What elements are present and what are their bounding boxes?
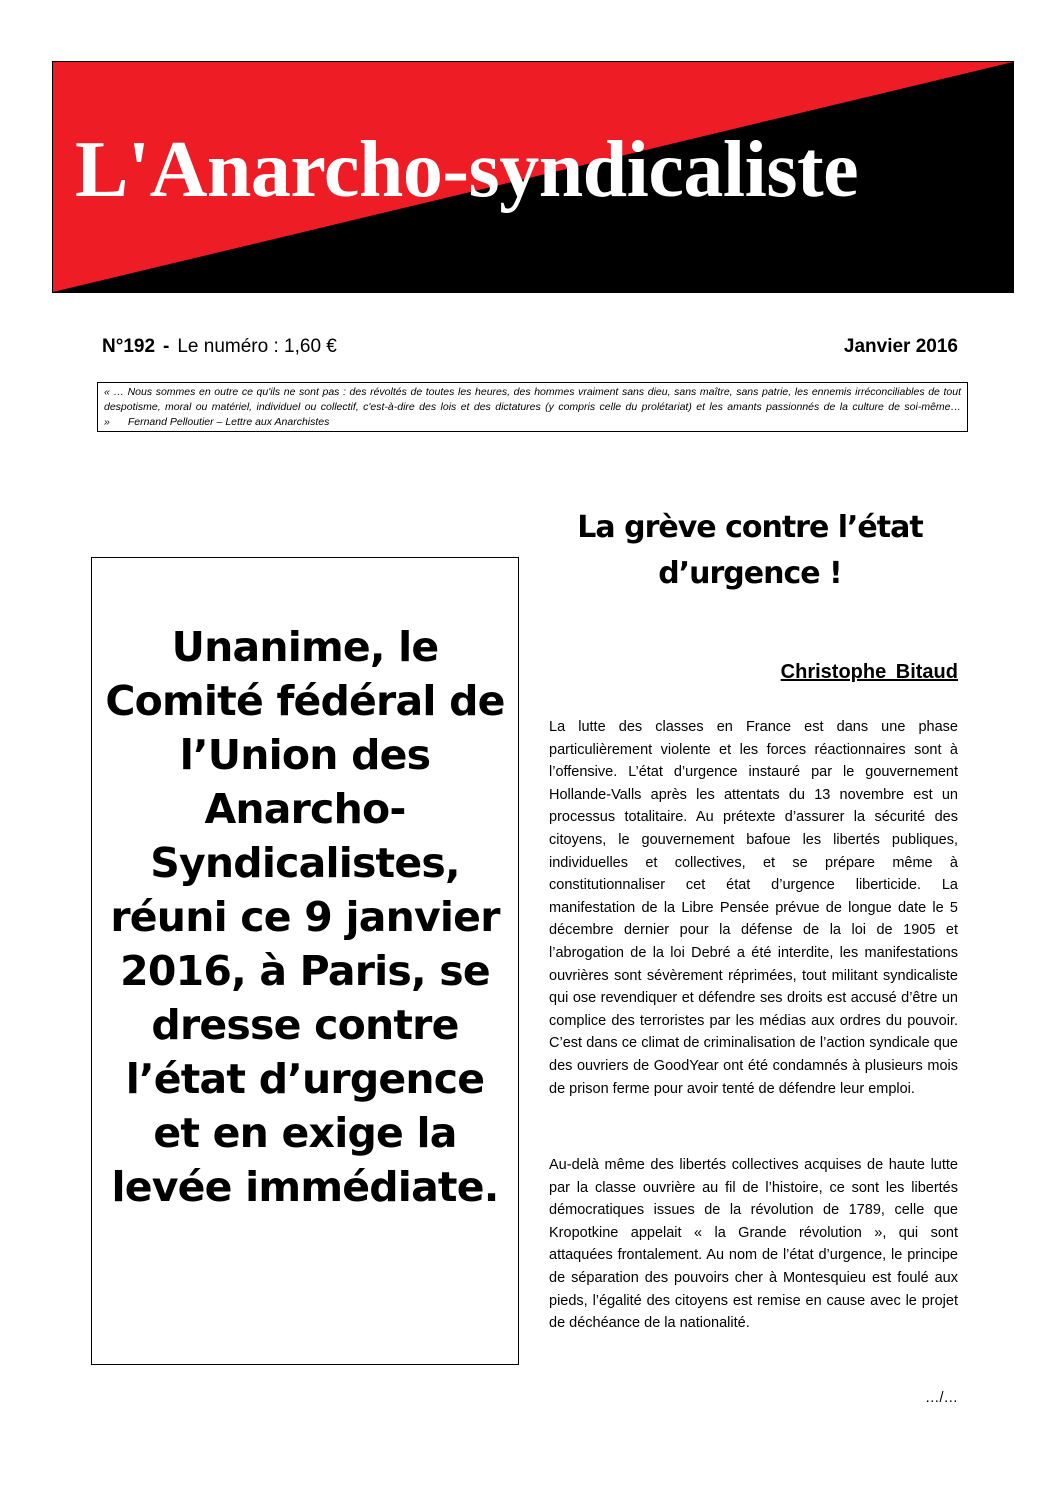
epigraph-text: « … Nous sommes en outre ce qu'ils ne sont pas : des révoltés de toutes les heures, des hommes vraiment sans dieu, sans maître, sans patrie, les ennemis irréconciliables de tout despotisme, moral ou matériel, individuel ou collectif, c'est-à-dire des lois et des dictatures (y compris celle du prolétariat) et les amants passionnés de la culture de soi-même… »	[104, 386, 961, 428]
masthead	[52, 61, 1014, 293]
issue-separator: -	[163, 336, 170, 357]
article-author: Christophe Bitaud	[780, 661, 958, 683]
statement-text: Unanime, le Comité fédéral de l’Union des Anarcho-Syndicalistes, réuni ce 9 janvier 2016, à Paris, se dresse contre l’état d’urgence et en exige la levée immédiate.	[105, 623, 505, 1211]
issue-date: Janvier 2016	[843, 336, 958, 357]
statement-box	[91, 557, 519, 1365]
continued-marker: …/…	[924, 1390, 958, 1406]
article-title: La grève contre l’état d’urgence !	[577, 510, 923, 591]
epigraph-attribution: Fernand Pelloutier – Lettre aux Anarchistes	[127, 416, 330, 428]
issue-price: Le numéro : 1,60 €	[177, 336, 337, 357]
masthead-title: L'Anarcho-syndicaliste	[75, 126, 859, 214]
epigraph-box	[97, 382, 968, 432]
article-paragraph-2: Au-delà même des libertés collectives acquises de haute lutte par la classe ouvrière au fil de l’histoire, ce sont les libertés démocratiques issues de la révolution de 1789, celle que Kropotkine appelait « la Grande révolution », qui sont attaquées frontalement. Au nom de l’état d’urgence, le principe de séparation des pouvoirs cher à Montesquieu est foulé aux pieds, l’égalité des citoyens est remise en cause avec le projet de déchéance de la nationalité.	[549, 1157, 958, 1332]
issue-number: N°192	[102, 336, 156, 357]
article-paragraph-1: La lutte des classes en France est dans une phase particulièrement violente et les forces réactionnaires sont à l’offensive. L’état d’urgence instauré par le gouvernement Hollande-Valls après les attentats du 13 novembre est un processus totalitaire. Au prétexte d’assurer la sécurité des citoyens, le gouvernement bafoue les libertés publiques, individuelles et collectives, et se prépare même à constitutionnaliser cet état d’urgence liberticide. La manifestation de la Libre Pensée prévue de longue date le 5 décembre dernier pour la défense de la loi de 1905 et l’abrogation de la loi Debré a été interdite, les manifestations ouvrières sont sévèrement réprimées, tout militant syndicaliste qui ose revendiquer et défendre ses droits est accusé d’être un complice des terroristes par les médias aux ordres du pouvoir. C’est dans ce climat de criminalisation de l’action syndicale que des ouvriers de GoodYear ont été condamnés à plusieurs mois de prison ferme pour avoir tenté de défendre leur emploi.	[549, 719, 958, 1097]
issue-number-price	[102, 336, 337, 358]
